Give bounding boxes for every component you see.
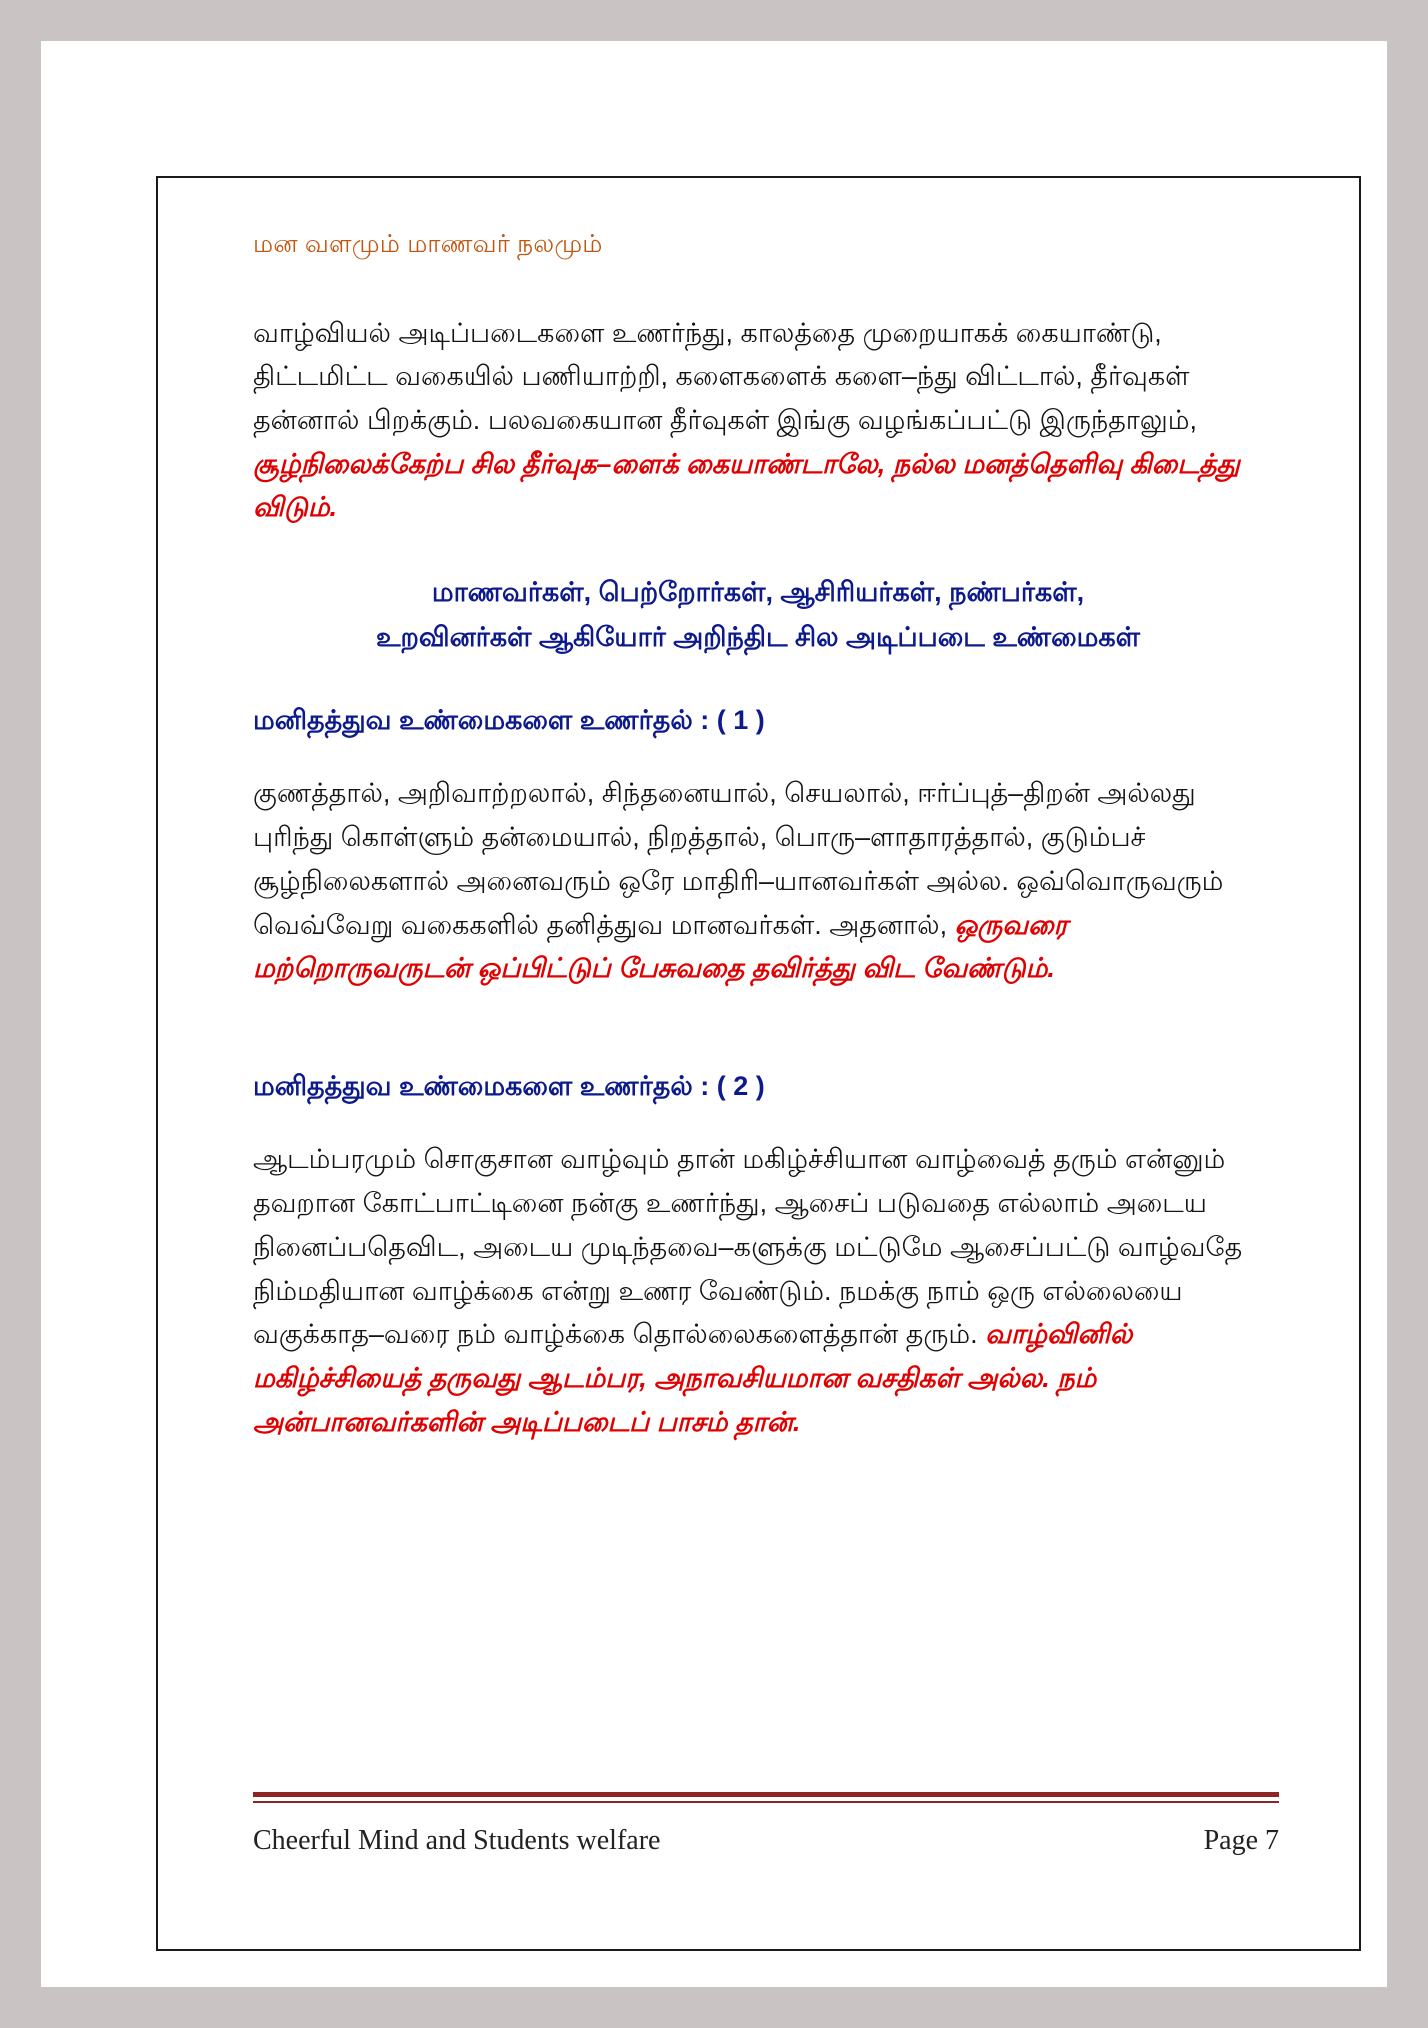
page-footer <box>253 1792 1279 1857</box>
document-body <box>253 226 1263 1474</box>
footer-divider-thick <box>253 1792 1279 1797</box>
paragraph-intro <box>253 312 1263 531</box>
section-2-heading: மனிதத்துவ உண்மைகளை உணர்தல் : ( 2 ) <box>253 1071 765 1102</box>
paragraph-intro-highlight: சூழ்நிலைக்கேற்ப சில தீர்வுக–ளைக் கையாண்டாலே, நல்ல மனத்தெளிவு கிடைத்து விடும். <box>253 448 1240 523</box>
section-1-normal: குணத்தால், அறிவாற்றலால், சிந்தனையால், செயலால், ஈர்ப்புத்–திறன் அல்லது புரிந்து கொள்ளும் தன்மையால், நிறத்தால், பொரு–ளாதாரத்தால், குடும்பச் சூழ்நிலைகளால் அனைவரும் ஒரே மாதிரி–யானவர்கள் அல்ல. ஒவ்வொருவரும் வெவ்வேறு வகைகளில் தனித்துவ மானவர்கள். அதனால், <box>253 778 1224 940</box>
audience-heading-line2: உறவினர்கள் ஆகியோர் அறிந்திட சில அடிப்படை உண்மைகள் <box>375 621 1141 652</box>
page-sheet <box>41 41 1387 1987</box>
spacer <box>253 1021 1263 1031</box>
section-1-highlight: ஒருவரை மற்றொருவருடன் ஒப்பிட்டுப் பேசுவதை தவிர்த்து விட வேண்டும். <box>253 909 1068 984</box>
section-2-highlight: வாழ்வினில் மகிழ்ச்சியைத் தருவது ஆடம்பர, அநாவசியமான வசதிகள் அல்ல. நம் அன்பானவர்களின் அடிப்படைப் பாசம் தான். <box>253 1319 1133 1437</box>
section-1-paragraph <box>253 772 1263 991</box>
footer-row <box>253 1825 1279 1857</box>
section-2-normal: ஆடம்பரமும் சொகுசான வாழ்வும் தான் மகிழ்ச்சியான வாழ்வைத் தரும் என்னும் தவறான கோட்பாட்டினை நன்கு உணர்ந்து, ஆசைப் படுவதை எல்லாம் அடைய நினைப்பதெவிட, அடைய முடிந்தவை–களுக்கு மட்டுமே ஆசைப்பட்டு வாழ்வதே நிம்மதியான வாழ்க்கை என்று உணர வேண்டும். நமக்கு நாம் ஒரு எல்லையை வகுக்காத–வரை நம் வாழ்க்கை தொல்லைகளைத்தான் தரும். <box>253 1144 1243 1350</box>
audience-heading-line1: மாணவர்கள், பெற்றோர்கள், ஆசிரியர்கள், நண்பர்கள், <box>431 577 1085 608</box>
section-1-heading: மனிதத்துவ உண்மைகளை உணர்தல் : ( 1 ) <box>253 705 765 736</box>
audience-heading <box>253 570 1263 659</box>
footer-divider-thin <box>253 1801 1279 1803</box>
footer-left-text: Cheerful Mind and Students welfare <box>253 1825 661 1856</box>
page-content-frame <box>156 176 1361 1951</box>
paragraph-intro-normal: வாழ்வியல் அடிப்படைகளை உணர்ந்து, காலத்தை முறையாகக் கையாண்டு, திட்டமிட்ட வகையில் பணியாற்றி, களைகளைக் களை–ந்து விட்டால், தீர்வுகள் தன்னால் பிறக்கும். பலவகையான தீர்வுகள் இங்கு வழங்கப்பட்டு இருந்தாலும், <box>253 317 1197 435</box>
footer-page-number: Page 7 <box>1203 1825 1279 1856</box>
section-2-paragraph <box>253 1138 1263 1444</box>
page-title: மன வளமும் மாணவர் நலமும் <box>253 230 603 258</box>
